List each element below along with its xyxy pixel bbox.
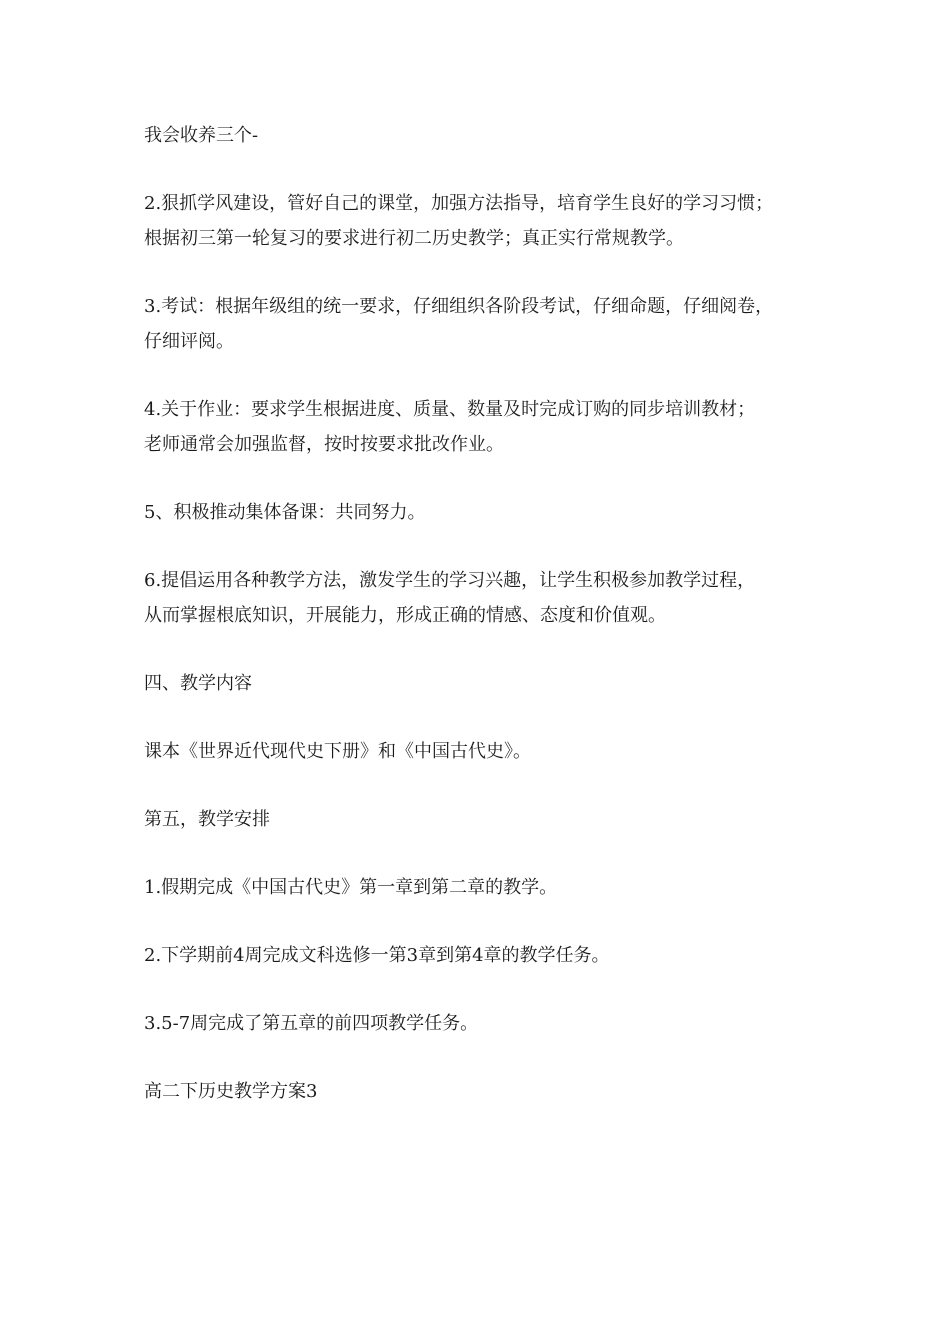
paragraph-line: 2.狠抓学风建设，管好自己的课堂，加强方法指导，培育学生良好的学习习惯； bbox=[144, 193, 774, 214]
paragraph-line: 四、教学内容 bbox=[144, 673, 252, 694]
schedule-item-1 bbox=[144, 870, 824, 905]
paragraph-line: 1.假期完成《中国古代史》第一章到第二章的教学。 bbox=[144, 877, 558, 898]
paragraph-line: 课本《世界近代现代史下册》和《中国古代史》。 bbox=[144, 741, 531, 762]
paragraph-line: 老师通常会加强监督，按时按要求批改作业。 bbox=[144, 434, 504, 455]
document-section-title bbox=[144, 1074, 824, 1109]
paragraph-line: 高二下历史教学方案3 bbox=[144, 1081, 318, 1102]
section-heading-schedule bbox=[144, 802, 824, 837]
paragraph-line: 6.提倡运用各种教学方法，激发学生的学习兴趣，让学生积极参加教学过程， bbox=[144, 570, 756, 591]
paragraph-textbooks bbox=[144, 734, 824, 769]
paragraph-line: 从而掌握根底知识，开展能力，形成正确的情感、态度和价值观。 bbox=[144, 605, 666, 626]
paragraph-line: 5、积极推动集体备课：共同努力。 bbox=[144, 502, 426, 523]
paragraph-line: 2.下学期前4周完成文科选修一第3章到第4章的教学任务。 bbox=[144, 945, 610, 966]
paragraph-item-2 bbox=[144, 186, 824, 256]
paragraph-line: 第五，教学安排 bbox=[144, 809, 270, 830]
paragraph-intro bbox=[144, 118, 824, 153]
paragraph-item-5 bbox=[144, 495, 824, 530]
paragraph-line: 仔细评阅。 bbox=[144, 331, 234, 352]
paragraph-line: 根据初三第一轮复习的要求进行初二历史教学；真正实行常规教学。 bbox=[144, 228, 684, 249]
paragraph-line: 3.5-7周完成了第五章的前四项教学任务。 bbox=[144, 1013, 479, 1034]
section-heading-content bbox=[144, 666, 824, 701]
schedule-item-2 bbox=[144, 938, 824, 973]
paragraph-line: 3.考试：根据年级组的统一要求，仔细组织各阶段考试，仔细命题，仔细阅卷， bbox=[144, 296, 774, 317]
document-body bbox=[144, 118, 824, 1142]
schedule-item-3 bbox=[144, 1006, 824, 1041]
paragraph-item-4 bbox=[144, 392, 824, 462]
paragraph-item-3 bbox=[144, 289, 824, 359]
paragraph-line: 我会收养三个- bbox=[144, 125, 259, 146]
paragraph-item-6 bbox=[144, 563, 824, 633]
paragraph-line: 4.关于作业：要求学生根据进度、质量、数量及时完成订购的同步培训教材； bbox=[144, 399, 756, 420]
